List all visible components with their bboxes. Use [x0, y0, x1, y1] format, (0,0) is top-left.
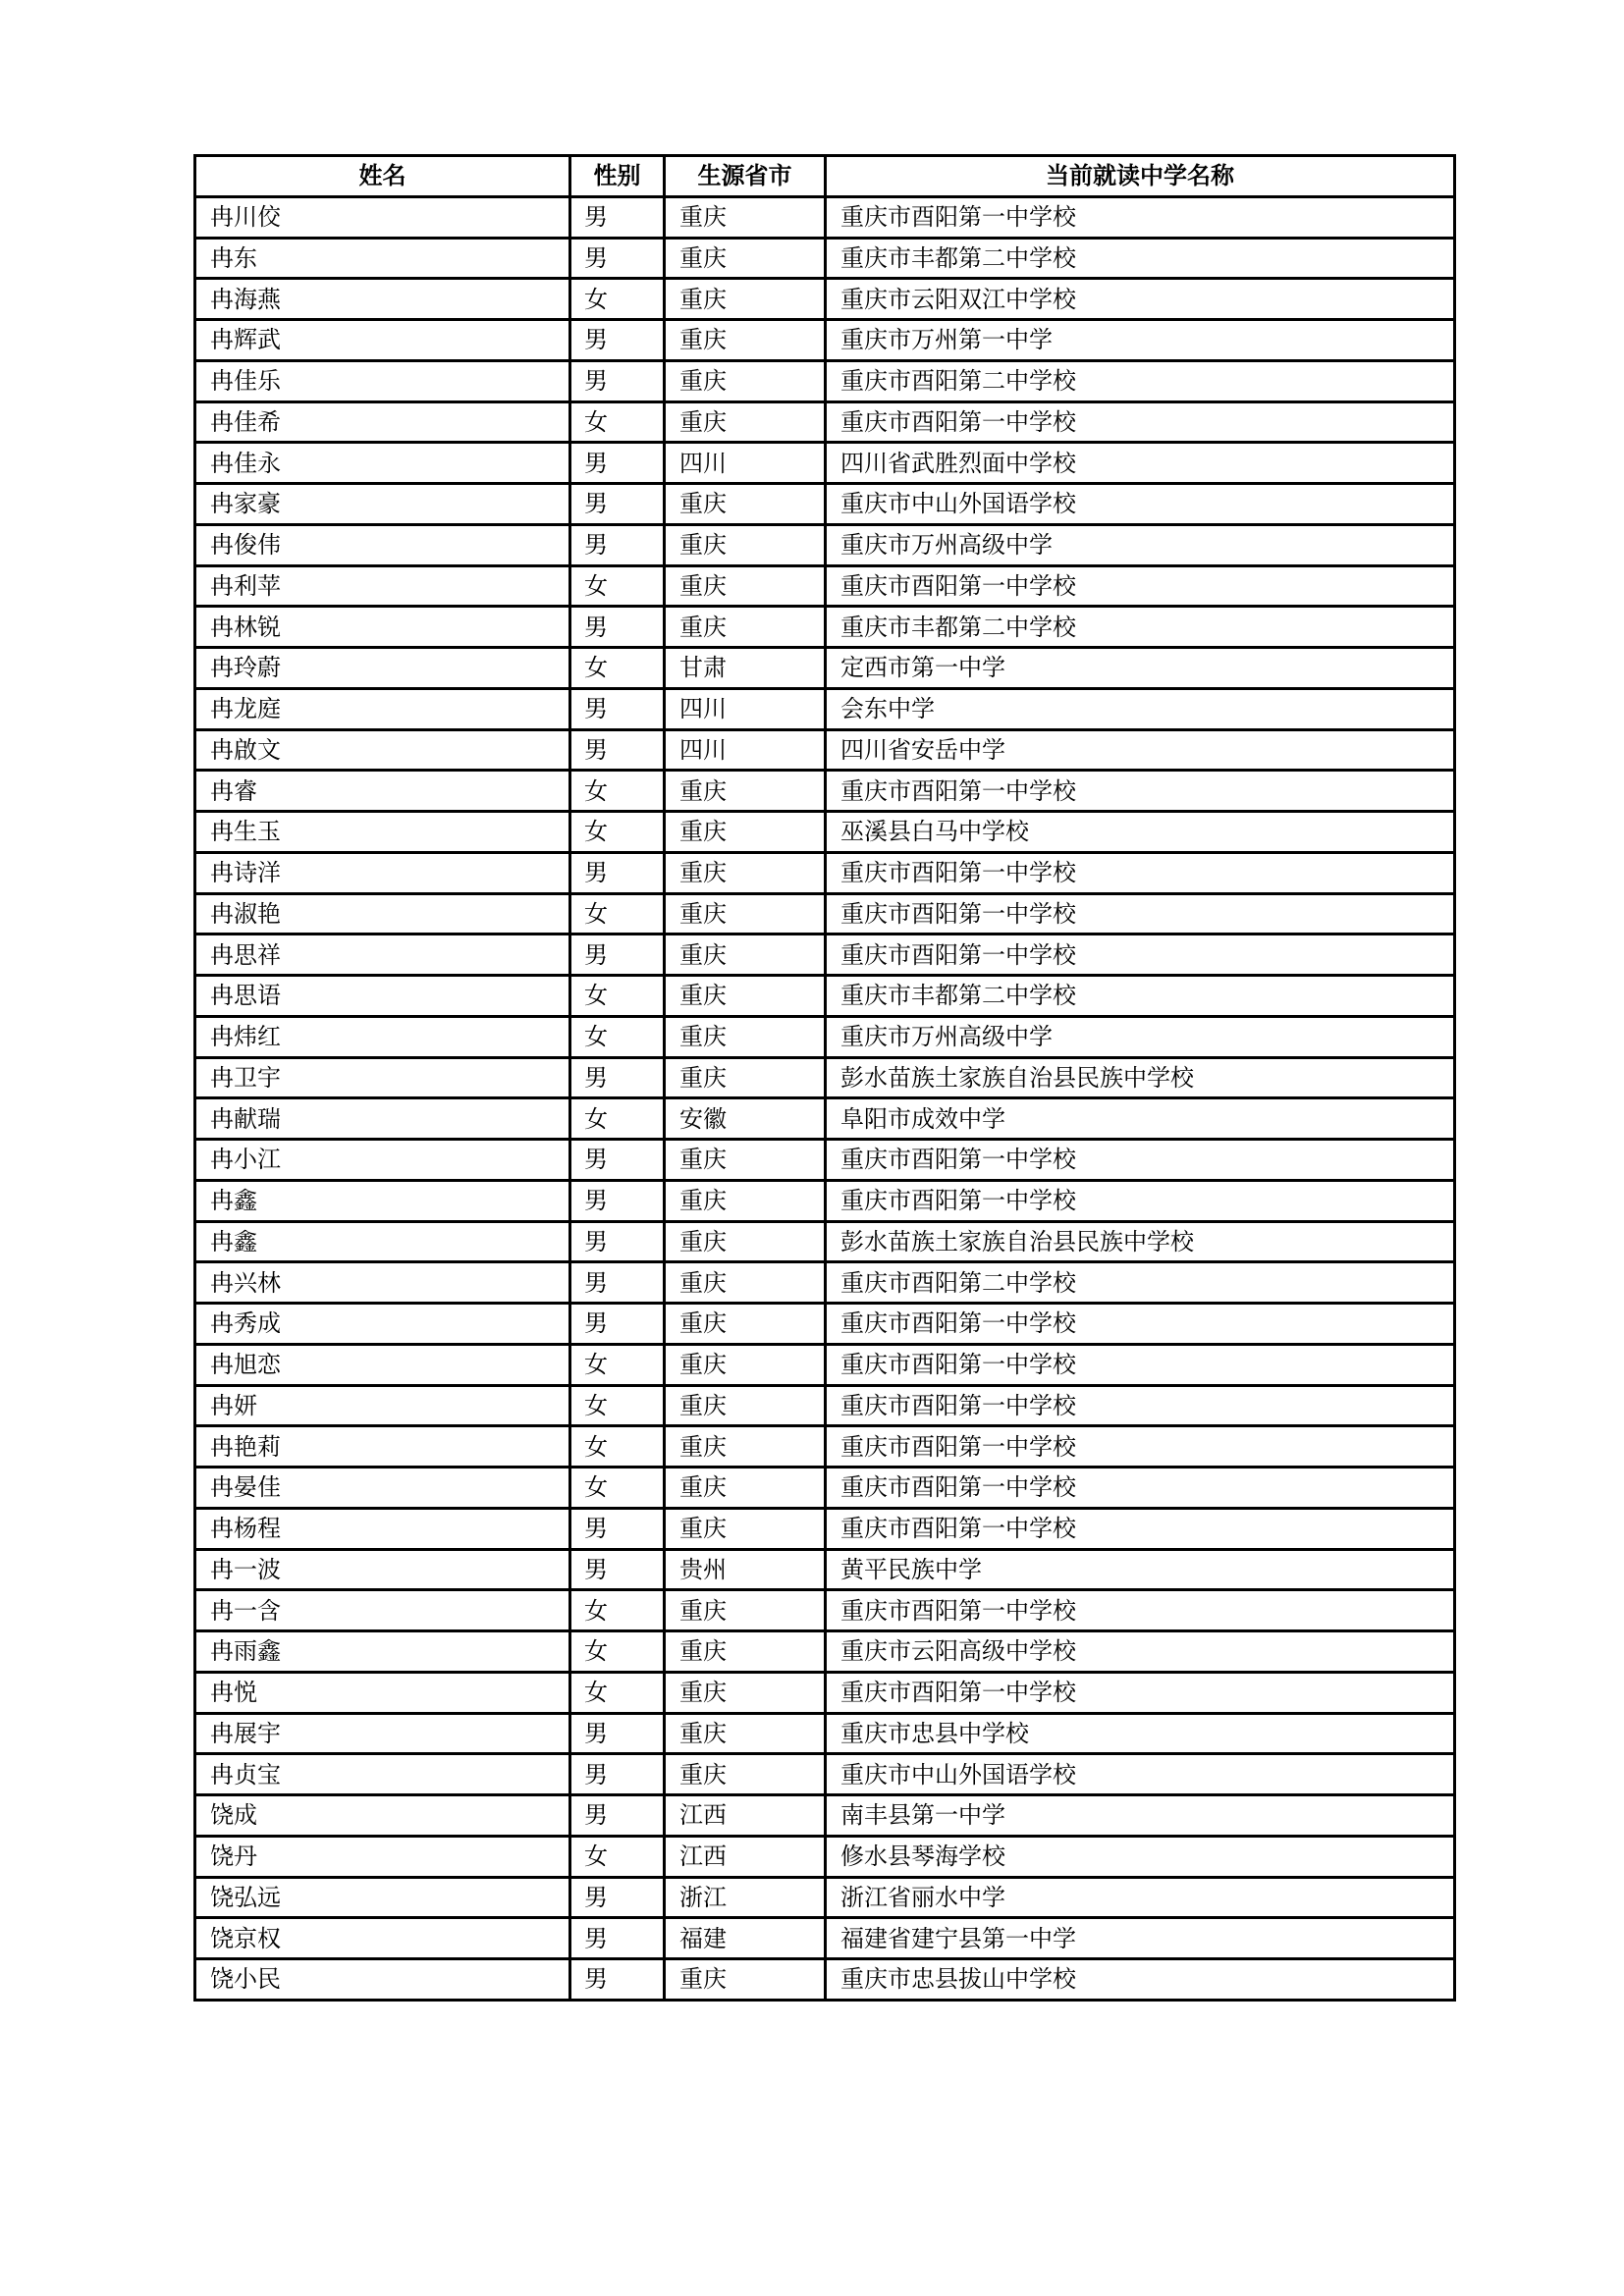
cell-gender: 女 [570, 1468, 665, 1509]
cell-province: 贵州 [665, 1549, 826, 1590]
table-row [195, 320, 1455, 361]
table-row [195, 1426, 1455, 1468]
cell-school: 重庆市酉阳第一中学校 [826, 401, 1455, 443]
cell-name: 冉晏佳 [195, 1468, 570, 1509]
table-row [195, 1754, 1455, 1795]
cell-gender: 男 [570, 238, 665, 279]
table-row [195, 1836, 1455, 1877]
cell-school: 四川省武胜烈面中学校 [826, 443, 1455, 484]
cell-name: 冉诗洋 [195, 852, 570, 893]
header-school: 当前就读中学名称 [826, 156, 1455, 197]
cell-province: 四川 [665, 688, 826, 729]
cell-gender: 女 [570, 1426, 665, 1468]
cell-school: 重庆市酉阳第一中学校 [826, 1140, 1455, 1181]
cell-gender: 男 [570, 607, 665, 648]
cell-province: 重庆 [665, 1590, 826, 1631]
table-row [195, 688, 1455, 729]
cell-name: 冉思祥 [195, 934, 570, 976]
cell-province: 重庆 [665, 1508, 826, 1549]
cell-gender: 男 [570, 1304, 665, 1345]
cell-province: 重庆 [665, 771, 826, 812]
cell-school: 浙江省丽水中学 [826, 1877, 1455, 1918]
cell-school: 重庆市酉阳第一中学校 [826, 1508, 1455, 1549]
table-row [195, 1468, 1455, 1509]
cell-province: 重庆 [665, 196, 826, 238]
cell-school: 重庆市酉阳第一中学校 [826, 893, 1455, 934]
cell-gender: 男 [570, 1140, 665, 1181]
cell-province: 重庆 [665, 484, 826, 525]
cell-province: 四川 [665, 729, 826, 771]
cell-province: 重庆 [665, 1180, 826, 1221]
cell-name: 冉雨鑫 [195, 1631, 570, 1673]
cell-gender: 男 [570, 688, 665, 729]
cell-province: 重庆 [665, 852, 826, 893]
cell-gender: 男 [570, 1262, 665, 1304]
cell-name: 冉贞宝 [195, 1754, 570, 1795]
cell-gender: 男 [570, 1549, 665, 1590]
cell-gender: 男 [570, 1057, 665, 1098]
cell-school: 重庆市酉阳第一中学校 [826, 1304, 1455, 1345]
cell-province: 重庆 [665, 1426, 826, 1468]
table-row [195, 1180, 1455, 1221]
cell-gender: 男 [570, 1959, 665, 2001]
cell-province: 重庆 [665, 1221, 826, 1262]
cell-name: 冉妍 [195, 1385, 570, 1426]
cell-name: 冉辉武 [195, 320, 570, 361]
cell-school: 重庆市酉阳第一中学校 [826, 196, 1455, 238]
cell-province: 重庆 [665, 1713, 826, 1754]
cell-province: 重庆 [665, 1672, 826, 1713]
cell-school: 重庆市酉阳第一中学校 [826, 565, 1455, 607]
cell-school: 重庆市酉阳第二中学校 [826, 360, 1455, 401]
cell-gender: 女 [570, 771, 665, 812]
table-row [195, 934, 1455, 976]
cell-province: 重庆 [665, 360, 826, 401]
cell-name: 冉悦 [195, 1672, 570, 1713]
cell-province: 四川 [665, 443, 826, 484]
cell-school: 彭水苗族土家族自治县民族中学校 [826, 1057, 1455, 1098]
cell-name: 饶小民 [195, 1959, 570, 2001]
table-row [195, 607, 1455, 648]
cell-school: 重庆市酉阳第一中学校 [826, 934, 1455, 976]
cell-name: 冉献瑞 [195, 1098, 570, 1140]
cell-gender: 男 [570, 443, 665, 484]
cell-name: 冉展宇 [195, 1713, 570, 1754]
cell-gender: 女 [570, 1631, 665, 1673]
table-row [195, 1959, 1455, 2001]
cell-name: 冉兴林 [195, 1262, 570, 1304]
cell-name: 冉鑫 [195, 1221, 570, 1262]
cell-name: 冉一含 [195, 1590, 570, 1631]
cell-name: 冉海燕 [195, 279, 570, 320]
cell-name: 冉林锐 [195, 607, 570, 648]
cell-province: 重庆 [665, 1304, 826, 1345]
cell-province: 重庆 [665, 1385, 826, 1426]
table-row [195, 1304, 1455, 1345]
cell-name: 饶弘远 [195, 1877, 570, 1918]
cell-name: 饶成 [195, 1795, 570, 1837]
table-row [195, 1221, 1455, 1262]
table-row [195, 976, 1455, 1017]
header-gender: 性别 [570, 156, 665, 197]
cell-school: 修水县琴海学校 [826, 1836, 1455, 1877]
cell-name: 冉卫宇 [195, 1057, 570, 1098]
table-row [195, 1877, 1455, 1918]
cell-school: 重庆市酉阳第一中学校 [826, 1180, 1455, 1221]
cell-province: 重庆 [665, 320, 826, 361]
table-row [195, 1016, 1455, 1057]
cell-name: 冉生玉 [195, 812, 570, 853]
cell-gender: 女 [570, 812, 665, 853]
cell-province: 重庆 [665, 1057, 826, 1098]
cell-name: 冉龙庭 [195, 688, 570, 729]
table-row [195, 1262, 1455, 1304]
cell-school: 重庆市酉阳第一中学校 [826, 1426, 1455, 1468]
cell-gender: 男 [570, 1180, 665, 1221]
cell-school: 会东中学 [826, 688, 1455, 729]
table-row [195, 1385, 1455, 1426]
student-roster-table [193, 154, 1456, 2002]
cell-province: 重庆 [665, 1262, 826, 1304]
cell-school: 重庆市酉阳第一中学校 [826, 1468, 1455, 1509]
cell-gender: 男 [570, 1754, 665, 1795]
cell-gender: 男 [570, 1918, 665, 1959]
cell-province: 重庆 [665, 976, 826, 1017]
cell-gender: 男 [570, 729, 665, 771]
cell-name: 冉利苹 [195, 565, 570, 607]
table-row [195, 852, 1455, 893]
cell-province: 重庆 [665, 1344, 826, 1385]
cell-name: 冉玲蔚 [195, 648, 570, 689]
table-row [195, 1631, 1455, 1673]
cell-school: 福建省建宁县第一中学 [826, 1918, 1455, 1959]
cell-province: 重庆 [665, 1754, 826, 1795]
cell-school: 重庆市酉阳第二中学校 [826, 1262, 1455, 1304]
cell-school: 重庆市酉阳第一中学校 [826, 1590, 1455, 1631]
cell-province: 重庆 [665, 1140, 826, 1181]
cell-school: 重庆市云阳双江中学校 [826, 279, 1455, 320]
cell-name: 冉一波 [195, 1549, 570, 1590]
cell-province: 重庆 [665, 1959, 826, 2001]
table-row [195, 565, 1455, 607]
table-row [195, 443, 1455, 484]
cell-gender: 男 [570, 196, 665, 238]
table-row [195, 1549, 1455, 1590]
cell-school: 重庆市万州高级中学 [826, 524, 1455, 565]
cell-name: 冉睿 [195, 771, 570, 812]
cell-gender: 男 [570, 1713, 665, 1754]
table-header-row [195, 156, 1455, 197]
cell-school: 重庆市云阳高级中学校 [826, 1631, 1455, 1673]
cell-province: 福建 [665, 1918, 826, 1959]
cell-gender: 女 [570, 1016, 665, 1057]
cell-province: 重庆 [665, 1468, 826, 1509]
cell-name: 冉佳乐 [195, 360, 570, 401]
cell-name: 冉小江 [195, 1140, 570, 1181]
cell-gender: 女 [570, 1098, 665, 1140]
table-row [195, 1918, 1455, 1959]
cell-school: 重庆市酉阳第一中学校 [826, 1672, 1455, 1713]
cell-school: 重庆市酉阳第一中学校 [826, 1385, 1455, 1426]
cell-school: 重庆市忠县中学校 [826, 1713, 1455, 1754]
cell-name: 冉旭恋 [195, 1344, 570, 1385]
cell-school: 南丰县第一中学 [826, 1795, 1455, 1837]
cell-name: 冉鑫 [195, 1180, 570, 1221]
cell-province: 浙江 [665, 1877, 826, 1918]
cell-gender: 男 [570, 852, 665, 893]
cell-gender: 女 [570, 279, 665, 320]
cell-province: 安徽 [665, 1098, 826, 1140]
cell-province: 重庆 [665, 401, 826, 443]
cell-school: 阜阳市成效中学 [826, 1098, 1455, 1140]
cell-name: 冉川佼 [195, 196, 570, 238]
cell-gender: 男 [570, 1795, 665, 1837]
cell-gender: 男 [570, 1508, 665, 1549]
cell-province: 江西 [665, 1836, 826, 1877]
table-row [195, 729, 1455, 771]
cell-school: 重庆市丰都第二中学校 [826, 607, 1455, 648]
cell-gender: 女 [570, 1672, 665, 1713]
cell-name: 冉炜红 [195, 1016, 570, 1057]
cell-name: 冉俊伟 [195, 524, 570, 565]
cell-gender: 男 [570, 360, 665, 401]
table-row [195, 771, 1455, 812]
table-row [195, 812, 1455, 853]
cell-school: 重庆市忠县拔山中学校 [826, 1959, 1455, 2001]
table-row [195, 893, 1455, 934]
cell-gender: 男 [570, 524, 665, 565]
cell-name: 冉艳莉 [195, 1426, 570, 1468]
table-row [195, 401, 1455, 443]
cell-province: 重庆 [665, 524, 826, 565]
header-name: 姓名 [195, 156, 570, 197]
cell-school: 定西市第一中学 [826, 648, 1455, 689]
cell-province: 甘肃 [665, 648, 826, 689]
table-row [195, 1057, 1455, 1098]
header-province: 生源省市 [665, 156, 826, 197]
table-row [195, 360, 1455, 401]
cell-gender: 女 [570, 565, 665, 607]
cell-province: 重庆 [665, 812, 826, 853]
cell-school: 重庆市中山外国语学校 [826, 484, 1455, 525]
cell-school: 重庆市酉阳第一中学校 [826, 771, 1455, 812]
table-row [195, 1672, 1455, 1713]
cell-name: 冉淑艳 [195, 893, 570, 934]
cell-name: 冉啟文 [195, 729, 570, 771]
table-row [195, 1795, 1455, 1837]
cell-name: 饶京权 [195, 1918, 570, 1959]
cell-province: 重庆 [665, 893, 826, 934]
cell-name: 冉思语 [195, 976, 570, 1017]
cell-school: 重庆市万州第一中学 [826, 320, 1455, 361]
cell-school: 重庆市丰都第二中学校 [826, 976, 1455, 1017]
cell-province: 重庆 [665, 279, 826, 320]
cell-name: 冉佳希 [195, 401, 570, 443]
table-row [195, 1344, 1455, 1385]
table-row [195, 1508, 1455, 1549]
cell-school: 重庆市酉阳第一中学校 [826, 1344, 1455, 1385]
cell-province: 重庆 [665, 238, 826, 279]
cell-name: 饶丹 [195, 1836, 570, 1877]
cell-school: 重庆市酉阳第一中学校 [826, 852, 1455, 893]
table-row [195, 484, 1455, 525]
table-row [195, 1590, 1455, 1631]
cell-province: 重庆 [665, 1016, 826, 1057]
cell-school: 重庆市丰都第二中学校 [826, 238, 1455, 279]
cell-gender: 男 [570, 320, 665, 361]
table-row [195, 1140, 1455, 1181]
cell-name: 冉秀成 [195, 1304, 570, 1345]
cell-gender: 男 [570, 484, 665, 525]
cell-province: 重庆 [665, 565, 826, 607]
cell-gender: 女 [570, 648, 665, 689]
table-row [195, 1098, 1455, 1140]
cell-name: 冉佳永 [195, 443, 570, 484]
table-row [195, 648, 1455, 689]
cell-school: 重庆市万州高级中学 [826, 1016, 1455, 1057]
cell-school: 重庆市中山外国语学校 [826, 1754, 1455, 1795]
cell-province: 江西 [665, 1795, 826, 1837]
cell-gender: 女 [570, 976, 665, 1017]
cell-gender: 女 [570, 401, 665, 443]
table-body [195, 196, 1455, 2000]
cell-province: 重庆 [665, 1631, 826, 1673]
cell-name: 冉家豪 [195, 484, 570, 525]
cell-gender: 女 [570, 1590, 665, 1631]
cell-gender: 女 [570, 1836, 665, 1877]
cell-gender: 女 [570, 1385, 665, 1426]
cell-name: 冉杨程 [195, 1508, 570, 1549]
table-row [195, 279, 1455, 320]
table-row [195, 238, 1455, 279]
table-row [195, 196, 1455, 238]
cell-gender: 女 [570, 1344, 665, 1385]
cell-school: 黄平民族中学 [826, 1549, 1455, 1590]
cell-school: 巫溪县白马中学校 [826, 812, 1455, 853]
cell-name: 冉东 [195, 238, 570, 279]
cell-gender: 男 [570, 1221, 665, 1262]
table-row [195, 1713, 1455, 1754]
cell-gender: 男 [570, 934, 665, 976]
cell-gender: 男 [570, 1877, 665, 1918]
cell-gender: 女 [570, 893, 665, 934]
table-row [195, 524, 1455, 565]
cell-school: 彭水苗族土家族自治县民族中学校 [826, 1221, 1455, 1262]
cell-province: 重庆 [665, 607, 826, 648]
cell-school: 四川省安岳中学 [826, 729, 1455, 771]
cell-province: 重庆 [665, 934, 826, 976]
